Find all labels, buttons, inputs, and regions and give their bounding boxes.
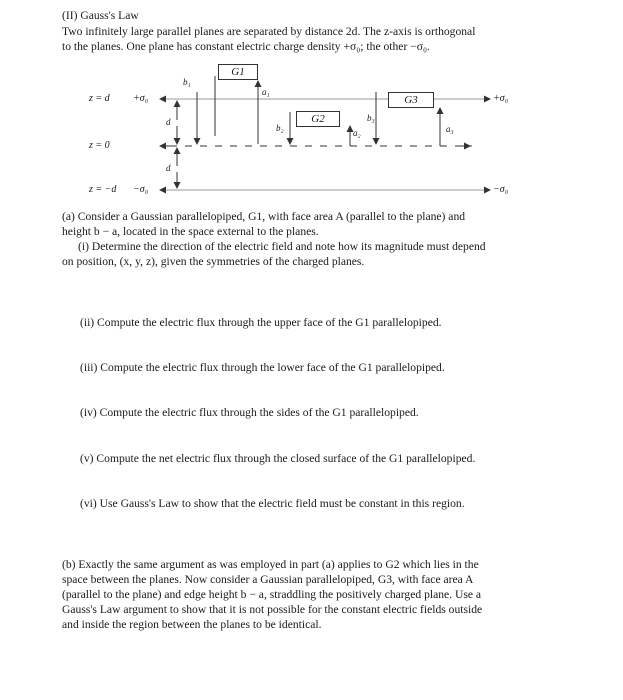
sigma-neg-left: −σ₀ — [133, 184, 149, 195]
sigma-neg-right: −σ₀ — [493, 184, 509, 195]
gauss-box-g2: G2 — [296, 111, 340, 127]
part-a-line-2: height b − a, located in the space external to the planes. — [62, 225, 319, 238]
part-b-line-1: (b) Exactly the same argument as was employed in part (a) applies to G2 which lies in the — [62, 558, 479, 571]
sigma-pos-left: +σ₀ — [133, 93, 149, 104]
z-bottom-label: z = −d — [89, 184, 117, 195]
part-b-line-5: and inside the region between the planes to be identical. — [62, 618, 322, 631]
part-a-v: (v) Compute the net electric flux through the closed surface of the G1 parallelopiped. — [80, 452, 476, 465]
part-a-i-line-2: on position, (x, y, z), given the symmetries of the charged planes. — [62, 255, 365, 268]
label-a2: a₂ — [353, 128, 361, 138]
label-b1: b₁ — [183, 77, 191, 87]
z-top-label: z = d — [89, 93, 110, 104]
part-a-line-1: (a) Consider a Gaussian parallelopiped, G1, with face area A (parallel to the plane) and — [62, 210, 466, 223]
z-mid-label: z = 0 — [89, 140, 110, 151]
label-b2: b₂ — [276, 123, 284, 133]
label-d-lower: d — [166, 163, 171, 173]
part-a-ii: (ii) Compute the electric flux through the upper face of the G1 parallelopiped. — [80, 316, 442, 329]
intro-line-2: to the planes. One plane has constant electric charge density +σ₀; the other −σ₀. — [62, 40, 430, 53]
part-a-iv: (iv) Compute the electric flux through the sides of the G1 parallelopiped. — [80, 406, 419, 419]
part-a-iii: (iii) Compute the electric flux through the lower face of the G1 parallelopiped. — [80, 361, 445, 374]
gauss-box-g3: G3 — [388, 92, 434, 108]
part-b-line-3: (parallel to the plane) and edge height b − a, straddling the positively charged plane. Use a — [62, 588, 482, 601]
intro-line-1: Two infinitely large parallel planes are separated by distance 2d. The z-axis is orthogonal — [62, 25, 476, 38]
sigma-pos-right: +σ₀ — [493, 93, 509, 104]
part-b-line-2: space between the planes. Now consider a Gaussian parallelopiped, G3, with face area A — [62, 573, 474, 586]
gauss-box-g1: G1 — [218, 64, 258, 80]
part-a-vi: (vi) Use Gauss's Law to show that the electric field must be constant in this region. — [80, 497, 465, 510]
label-a3: a₃ — [446, 124, 454, 134]
part-b-line-4: Gauss's Law argument to show that it is not possible for the constant electric fields outside — [62, 603, 483, 616]
label-b3: b₃ — [367, 113, 375, 123]
label-d-upper: d — [166, 117, 171, 127]
part-a-i-line-1: (i) Determine the direction of the electric field and note how its magnitude must depend — [78, 240, 486, 253]
problem-title: (II) Gauss's Law — [62, 9, 139, 22]
label-a1: a₁ — [262, 87, 270, 97]
